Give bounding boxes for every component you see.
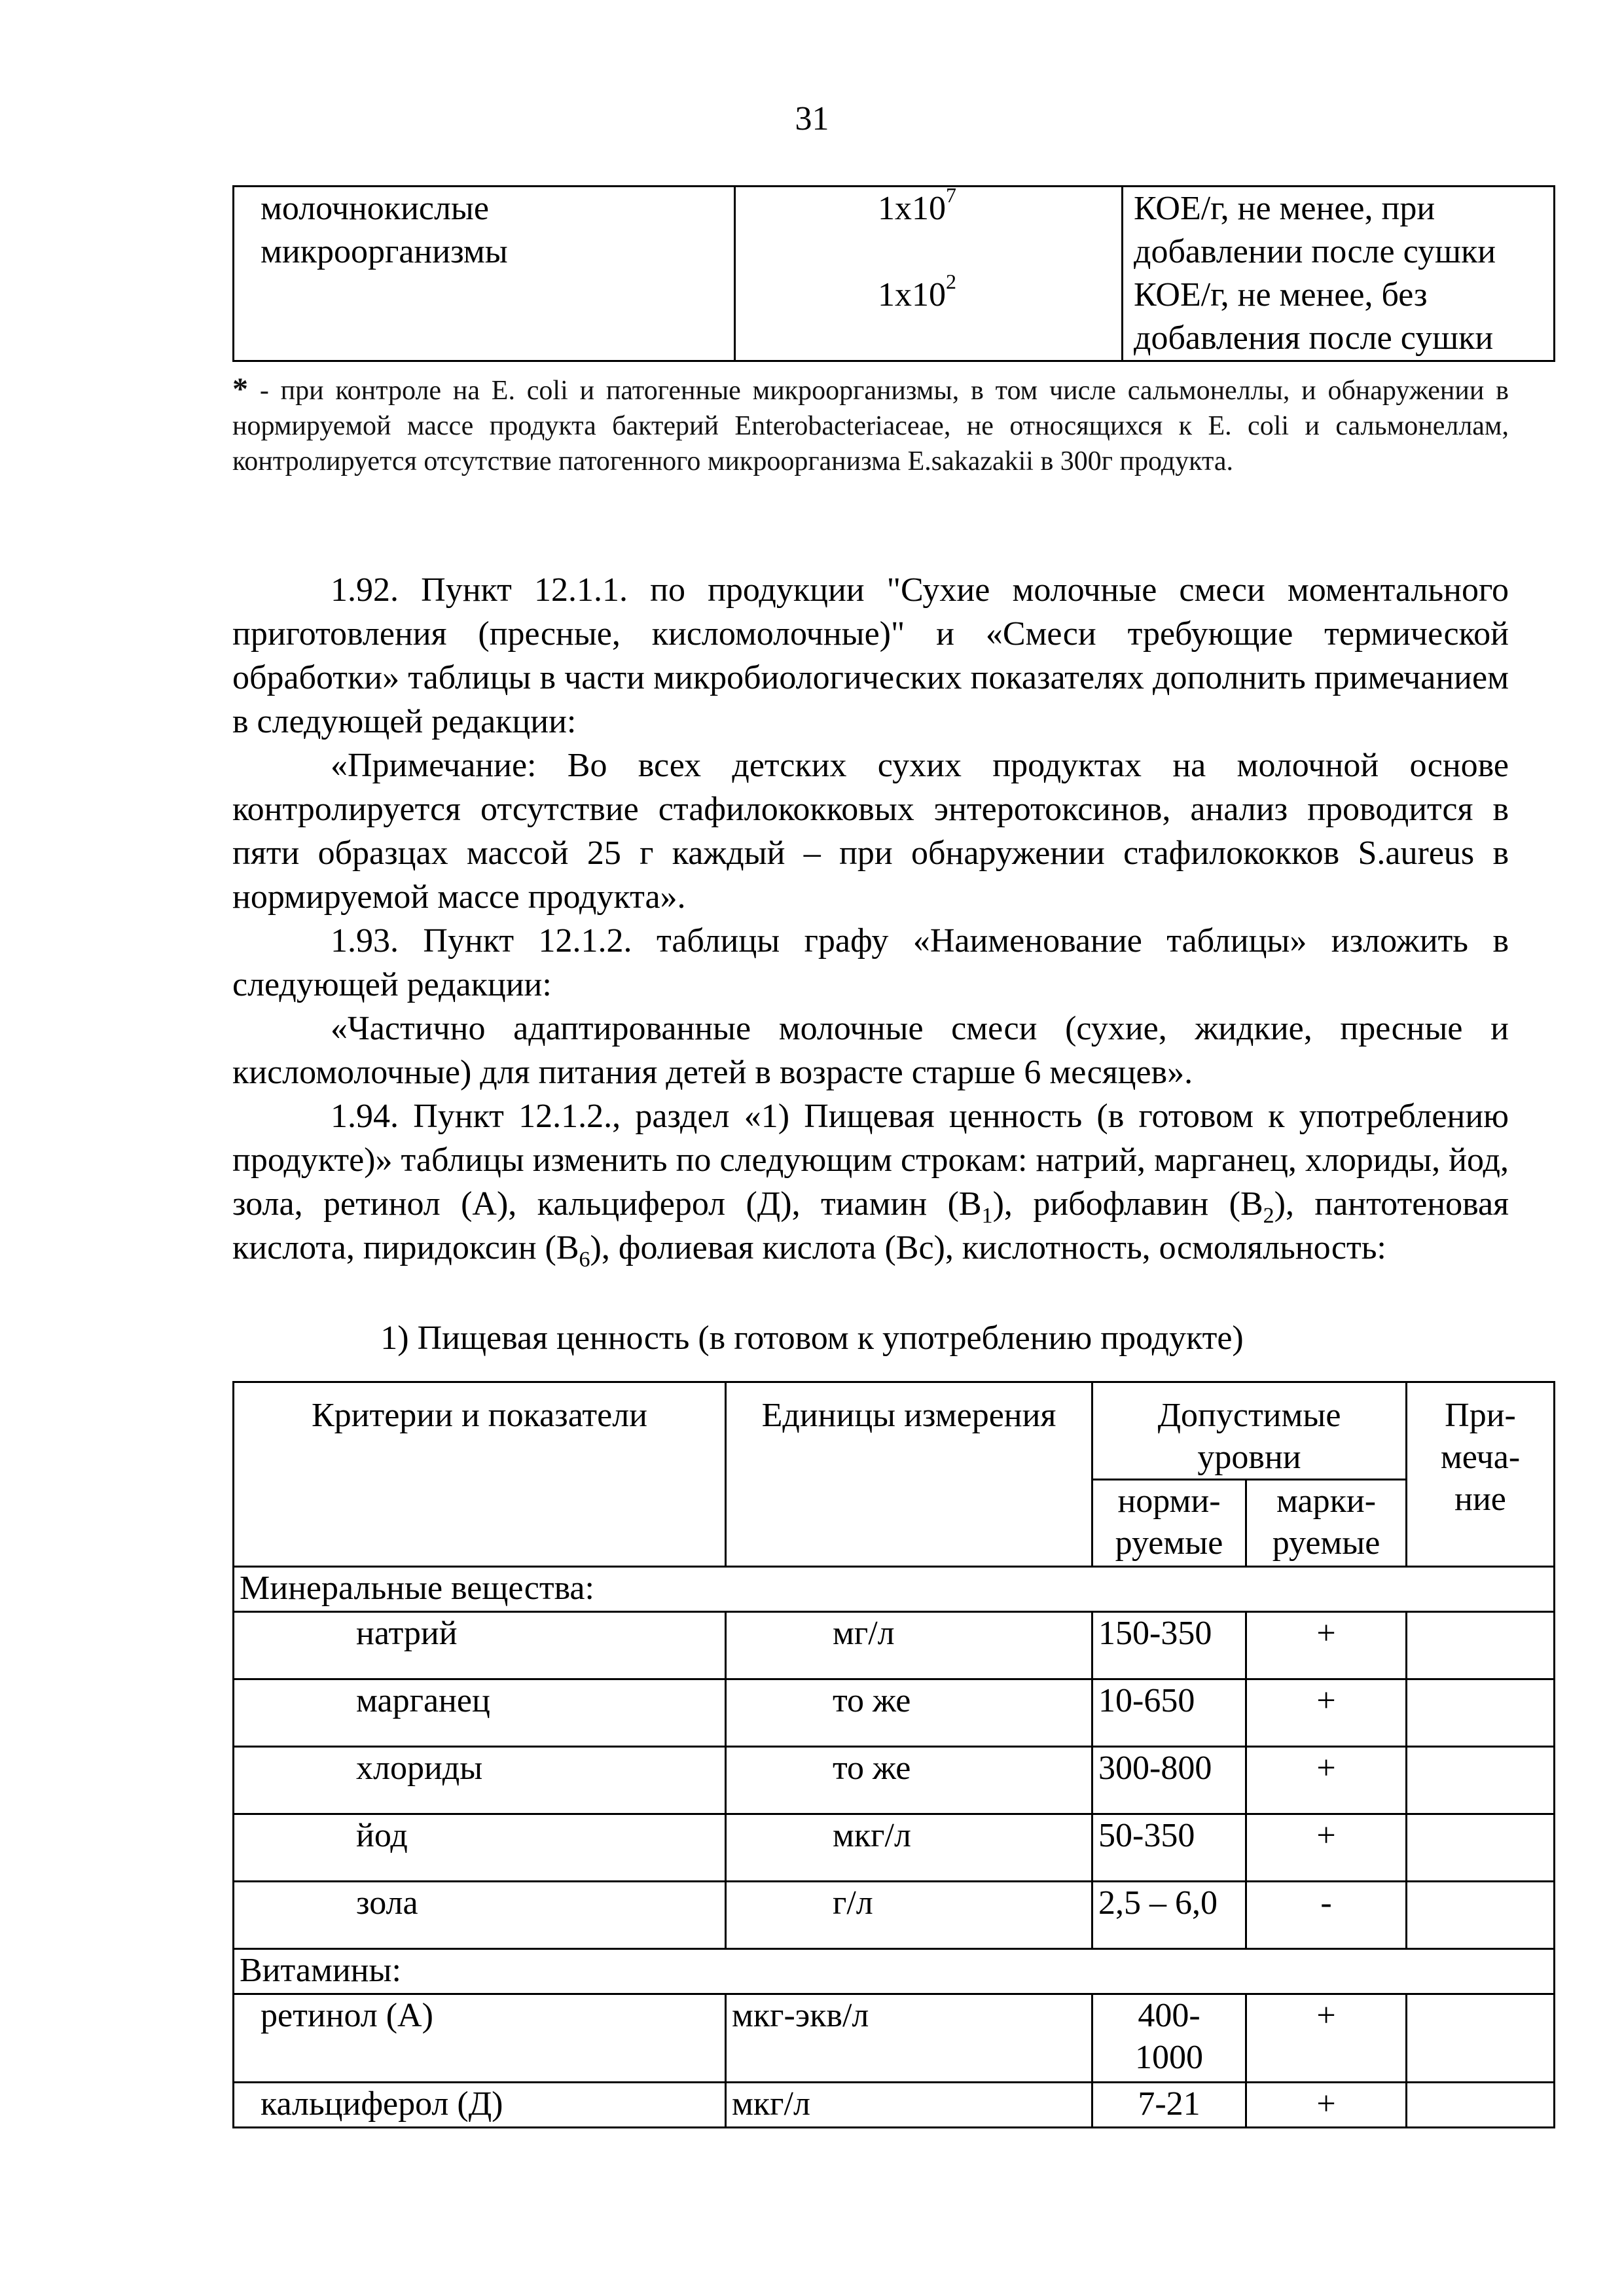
level-value-2: $1x10^2$ bbox=[878, 270, 956, 314]
indicator-name-cell bbox=[234, 187, 735, 361]
paragraph-note: «Примечание: Во всех детских сухих продуктах на молочной основе контролируется отсутствие стафилококковых энтеротоксинов, анализ проводится в пяти образцах массой 25 г каждый – при обнаружении стафилококков S.aureus в нормируемой массе продукта». bbox=[232, 747, 1509, 916]
header-units: Единицы измерения bbox=[726, 1382, 1092, 1567]
criteria-cell: йод bbox=[234, 1814, 726, 1882]
criteria-cell: хлориды bbox=[234, 1747, 726, 1814]
table-row bbox=[234, 1679, 1555, 1747]
note-cell bbox=[1407, 2083, 1555, 2128]
unit-cell bbox=[1123, 187, 1555, 361]
paragraph-1-92: 1.92. Пункт 12.1.1. по продукции "Сухие молочные смеси моментального приготовления (пресные, кисломолочные)" и «Смеси требующие термической обработки» таблицы в части микробиологических показателях дополнить примечанием в следующей редакции: bbox=[232, 571, 1509, 740]
marked-cell: - bbox=[1246, 1882, 1407, 1949]
normed-cell: 10-650 bbox=[1092, 1679, 1246, 1747]
header-levels: Допустимые уровни bbox=[1092, 1382, 1407, 1480]
section-minerals: Минеральные вещества: bbox=[234, 1567, 1555, 1612]
footnote bbox=[232, 372, 1509, 479]
page-number: 31 bbox=[795, 100, 829, 137]
paragraph-1-94: 1.94. Пункт 12.1.2., раздел «1) Пищевая ценность (в готовом к употреблению продукте)» таблицы изменить по следующим строкам: натрий, марганец, хлориды, йод, зола, ретинол (А), кальциферол (Д), тиамин $(В_1)$, рибофлавин $(В_2)$, пантотеновая кислота, пиридоксин $(В_6)$, фолиевая кислота (Вс), кислотность, осмоляльность: bbox=[232, 1098, 1509, 1272]
section-vitamins: Витамины: bbox=[234, 1949, 1555, 1994]
paragraph-1-93: 1.93. Пункт 12.1.2. таблицы графу «Наименование таблицы» изложить в следующей редакции: bbox=[232, 922, 1509, 1003]
footnote-text: - при контроле на E. coli и патогенные микроорганизмы, в том числе сальмонеллы, и обнаружении в нормируемой массе продукта бактерий Enterobacteriaceae, не относящихся к E. coli и сальмонеллам, контролируется отсутствие патогенного микроорганизма E.sakazakii в 300г продукта. bbox=[232, 376, 1509, 476]
table-row bbox=[234, 187, 1555, 361]
header-normed: норми-руемые bbox=[1092, 1480, 1246, 1567]
normed-cell: 300-800 bbox=[1092, 1747, 1246, 1814]
note-cell bbox=[1407, 1747, 1555, 1814]
level-value-1: $1x10^7$ bbox=[878, 183, 956, 227]
level-cell bbox=[735, 183, 1123, 361]
header-note: При-меча-ние bbox=[1407, 1382, 1555, 1567]
document-body bbox=[232, 568, 1509, 1270]
table-row bbox=[234, 2083, 1555, 2128]
marked-cell: + bbox=[1246, 1612, 1407, 1679]
criteria-cell: марганец bbox=[234, 1679, 726, 1747]
header-marked: марки-руемые bbox=[1246, 1480, 1407, 1567]
indicator-name: молочнокислые микроорганизмы bbox=[261, 190, 508, 270]
criteria-cell: зола bbox=[234, 1882, 726, 1949]
table-caption: 1) Пищевая ценность (в готовом к употреблению продукте) bbox=[380, 1319, 1244, 1357]
normed-cell: 400-1000 bbox=[1092, 1994, 1246, 2083]
note-cell bbox=[1407, 1612, 1555, 1679]
microbiology-table bbox=[232, 185, 1555, 362]
header-row bbox=[234, 1382, 1555, 1480]
unit-cell: г/л bbox=[726, 1882, 1092, 1949]
table-row bbox=[234, 1612, 1555, 1679]
normed-cell: 7-21 bbox=[1092, 2083, 1246, 2128]
unit-cell: мкг/л bbox=[726, 1814, 1092, 1882]
nutrition-table bbox=[232, 1381, 1555, 2128]
paragraph-table-title: «Частично адаптированные молочные смеси (сухие, жидкие, пресные и кисломолочные) для питания детей в возрасте старше 6 месяцев». bbox=[232, 1010, 1509, 1091]
unit-text-2: КОЕ/г, не менее, без добавления после сушки bbox=[1134, 276, 1494, 357]
note-cell bbox=[1407, 1814, 1555, 1882]
unit-cell: мкг/л bbox=[726, 2083, 1092, 2128]
marked-cell: + bbox=[1246, 1679, 1407, 1747]
criteria-cell: ретинол (А) bbox=[234, 1994, 726, 2083]
marked-cell: + bbox=[1246, 2083, 1407, 2128]
criteria-cell: кальциферол (Д) bbox=[234, 2083, 726, 2128]
table-row bbox=[234, 1882, 1555, 1949]
note-cell bbox=[1407, 1994, 1555, 2083]
section-row-minerals bbox=[234, 1567, 1555, 1612]
unit-text-1: КОЕ/г, не менее, при добавлении после сушки bbox=[1134, 190, 1496, 270]
marked-cell: + bbox=[1246, 1814, 1407, 1882]
normed-cell: 50-350 bbox=[1092, 1814, 1246, 1882]
table-row bbox=[234, 1747, 1555, 1814]
section-row-vitamins bbox=[234, 1949, 1555, 1994]
unit-cell: мг/л bbox=[726, 1612, 1092, 1679]
note-cell bbox=[1407, 1882, 1555, 1949]
normed-cell: 2,5 – 6,0 bbox=[1092, 1882, 1246, 1949]
table-row bbox=[234, 1814, 1555, 1882]
unit-cell: то же bbox=[726, 1679, 1092, 1747]
marked-cell: + bbox=[1246, 1994, 1407, 2083]
normed-cell: 150-350 bbox=[1092, 1612, 1246, 1679]
table-row bbox=[234, 1994, 1555, 2083]
marked-cell: + bbox=[1246, 1747, 1407, 1814]
criteria-cell: натрий bbox=[234, 1612, 726, 1679]
unit-cell: мкг-экв/л bbox=[726, 1994, 1092, 2083]
header-criteria: Критерии и показатели bbox=[234, 1382, 726, 1567]
unit-cell: то же bbox=[726, 1747, 1092, 1814]
footnote-star: * bbox=[232, 372, 248, 406]
note-cell bbox=[1407, 1679, 1555, 1747]
